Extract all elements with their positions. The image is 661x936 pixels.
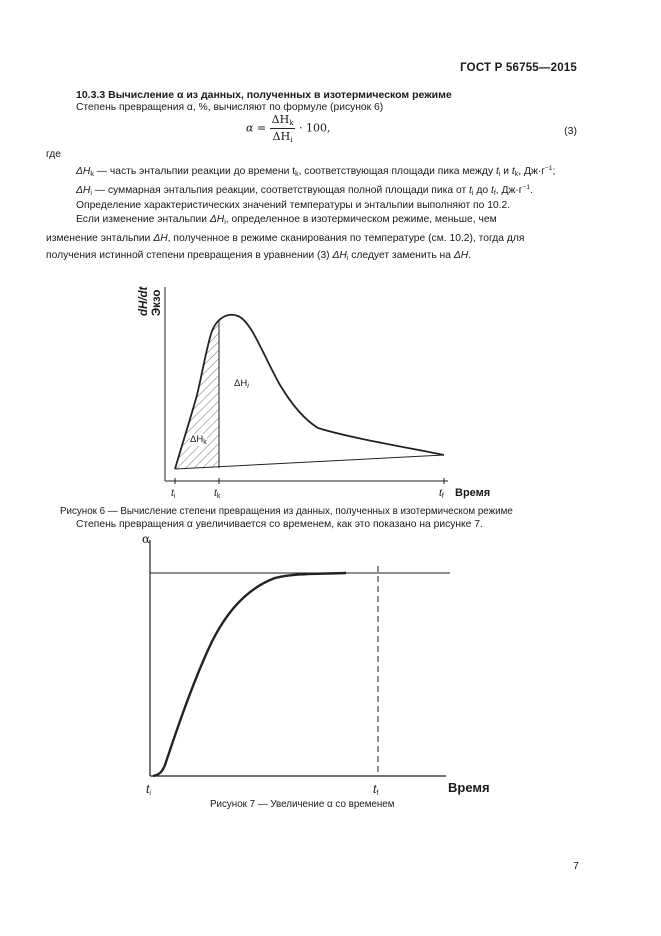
fig6-y-label	[138, 287, 150, 316]
fig6-y-label-1: dH/dt	[138, 286, 150, 316]
paragraph-reference: Определение характеристических значений температуры и энтальпии выполняют по 10.2.	[76, 200, 511, 211]
def1-text-a: — часть энтальпии реакции до времени t	[93, 166, 296, 177]
para2-line2-a: изменение энтальпии	[46, 233, 154, 244]
def2-end: .	[529, 185, 533, 196]
def1-and: и	[500, 166, 512, 177]
formula-tail: · 100,	[298, 121, 331, 135]
fig6-hatched-label	[190, 434, 207, 446]
para2-line3-end: .	[468, 250, 472, 261]
para2-line3-sub: i	[346, 255, 349, 262]
fig6-y-label-2: Экзо	[151, 289, 163, 316]
def2-t2: t	[490, 185, 494, 196]
fig7-curve	[153, 573, 346, 776]
section-title: 10.3.3 Вычисление α из данных, полученных в изотермическом режиме	[76, 89, 452, 101]
fig7-x-label: Время	[448, 780, 490, 795]
def1-text-b: , соответствующая площади пика между	[298, 166, 496, 177]
para2-line1-sub: i	[224, 219, 226, 226]
def1-unit-sup: −1	[545, 165, 553, 172]
def2-unit: , Дж·г	[495, 185, 523, 196]
formula-lhs: α =	[246, 121, 267, 135]
fig6-tick-label-tk	[214, 487, 220, 500]
def2-mid: до	[473, 185, 491, 196]
para2-line3-sym2: ΔH	[453, 250, 469, 261]
def1-symbol-sub: k	[90, 171, 94, 178]
figure-6	[165, 287, 448, 484]
def2-unit-sup: −1	[522, 184, 530, 191]
para2-line1-sym: ΔH	[209, 214, 225, 225]
fig6-tick-label-tf	[439, 487, 444, 500]
def1-t1-sub: i	[498, 171, 501, 178]
def2-t1: t	[469, 185, 472, 196]
fig7-tick-label-tf	[373, 782, 378, 797]
para2-line2-sym: ΔH	[153, 233, 168, 244]
fig7-y-label: α	[142, 532, 151, 546]
fig6-x-label: Время	[455, 487, 491, 499]
para2-line3-b: следует заменить на	[348, 250, 454, 261]
fig7-tick-label-ti	[146, 782, 151, 797]
fig6-tick1-sub: i	[173, 493, 176, 500]
def1-end: ;	[552, 166, 556, 177]
para2-line1-a: Если изменение энтальпии	[76, 214, 210, 225]
fig6-region-label	[234, 378, 249, 390]
def1-t2-sub: k	[514, 171, 519, 178]
formula-number: (3)	[564, 125, 577, 137]
fig6-caption: Рисунок 6 — Вычисление степени превращения из данных, полученных в изотермическом режиме	[60, 506, 513, 517]
formula-num-sub: k	[289, 119, 294, 127]
fig6-tick3-sub: f	[441, 493, 444, 500]
para2-line3-sym: ΔH	[332, 250, 347, 261]
fig7-caption: Рисунок 7 — Увеличение α со временем	[210, 799, 395, 810]
para2-line2-b: , полученное в режиме сканирования по температуре (см. 10.2), тогда для	[167, 233, 525, 244]
def2-t2-sub: f	[493, 190, 496, 197]
formula-den: ΔH	[272, 130, 291, 143]
def1-text-a-sub: k	[295, 171, 299, 178]
figure-7	[150, 540, 450, 776]
fig6-tick2-base: t	[214, 487, 217, 499]
paragraph-3: Степень превращения α увеличивается со временем, как это показано на рисунке 7.	[76, 519, 483, 530]
fig7-tick2-base: t	[373, 782, 377, 796]
formula-den-sub: i	[290, 136, 293, 144]
page-number: 7	[573, 860, 579, 872]
para2-line3-a: получения истинной степени превращения в уравнении (3)	[46, 250, 333, 261]
fig7-tick1-base: t	[146, 782, 150, 796]
fig6-tick-label-ti	[171, 487, 175, 500]
fig6-tick1-base: t	[171, 487, 174, 499]
fig6-tick3-base: t	[439, 487, 442, 499]
fig6-hatched-label-sub: k	[203, 439, 207, 446]
def1-t1: t	[495, 166, 499, 177]
def2-symbol: ΔH	[76, 185, 91, 196]
fig7-tick1-sub: i	[149, 790, 151, 797]
intro-text: Степень превращения α, %, вычисляют по формуле (рисунок 6)	[76, 102, 384, 113]
def2-t1-sub: i	[471, 190, 474, 197]
fig6-tick2-sub: k	[216, 493, 221, 500]
def1-t2: t	[511, 166, 515, 177]
fig6-y-label-exo	[151, 290, 163, 316]
fig6-region-label-base: ΔH	[234, 378, 248, 389]
def2-text-a: — суммарная энтальпия реакции, соответствующая полной площади пика от	[91, 185, 470, 196]
def1-symbol: ΔH	[76, 166, 91, 177]
def2-symbol-sub: i	[90, 190, 92, 197]
para2-line1-b: , определенное в изотермическом режиме, меньше, чем	[225, 214, 497, 225]
fig6-region-label-sub: i	[247, 383, 249, 390]
formula-num: ΔH	[271, 113, 290, 126]
def1-unit: , Дж·г	[518, 166, 546, 177]
where-label: где	[46, 149, 62, 160]
document-id: ГОСТ Р 56755—2015	[460, 62, 577, 74]
fig6-hatched-label-base: ΔH	[190, 434, 204, 445]
fig7-tick2-sub: f	[376, 790, 379, 797]
